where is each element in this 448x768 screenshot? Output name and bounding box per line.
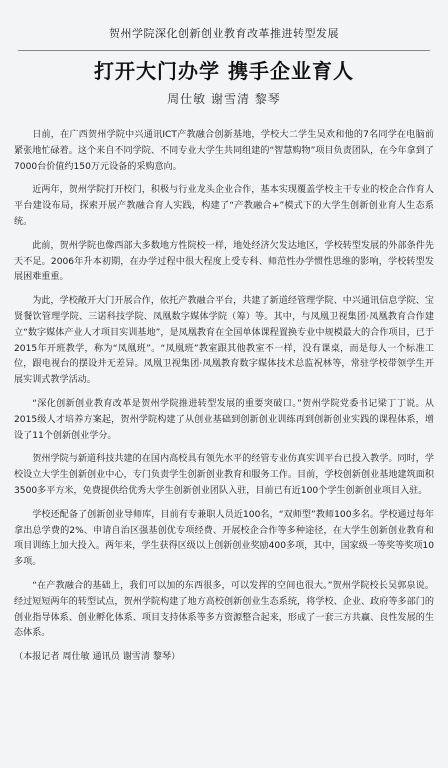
article-headline: 打开大门办学 携手企业育人 (94, 59, 354, 83)
article-paragraph: 学校还配备了创新创业导师库，目前有专兼职人员近100名，“双师型”教师100多名。学校通过每年拿出总学费的2%、申请自治区强基创优专项经费、开展校企合作等多种途径，在大学生创新创业教育和项目训练上加大投入。两年来，学生获得区级以上创新创业奖励400多项，其中，国家级一等奖等奖项10多项。 (14, 509, 434, 568)
article-paragraph: 日前，在广西贺州学院中兴通讯ICT产教融合创新基地，学校大二学生吴欢和他的7名同学在电脑前紧张地忙碌着。这个来自不同学院、不同专业大学生共同组建的“智慧购物”项目负责团队，在今年拿到了7000台价值约150万元设备的采购意向。 (14, 130, 434, 172)
article-body (14, 128, 434, 666)
article-paragraph: “在产教融合的基础上，我们可以加的东西很多，可以发挥的空间也很大。”贺州学院校长吴郭泉说。经过短短两年的转型试点，贺州学院构建了地方高校创新创业生态系统，将学校、企业、政府等多部门的创业指导体系、创业孵化体系、项目支持体系等多方资源整合起来，形成了一套三方共赢、良性发展的生态体系。 (14, 580, 434, 639)
article-byline: 周仕敏 谢雪清 黎琴 (167, 92, 281, 106)
article-paragraph: “深化创新创业教育改革是贺州学院推进转型发展的重要突破口。”贺州学院党委书记梁丁丁说。从2015级人才培养方案起，贺州学院构建了从创业基础到创新创业训练再到创新创业实践的课程体系，增设了11个创新创业学分。 (14, 398, 434, 441)
article-signature: （本报记者 周仕敏 通讯员 谢雪清 黎琴） (14, 652, 181, 663)
header-divider (18, 50, 430, 51)
column-title: 贺州学院深化创新创业教育改革推进转型发展 (109, 27, 339, 40)
article-paragraph: 为此，学校敞开大门开展合作，依托产教融合平台，共建了新道经管理学院、中兴通讯信息学院、宝贤餐饮管理学院、三诺科技学院、凤凰数字媒体学院（筹）等。其中，与凤凰卫视集团·凤凰教育合作建立“数字媒体产业人才项目实训基地”，是凤凰教育在全国单体课程置换专业中规模最大的合作项目，已于2015年开班教学，称为“凤凰班”。“凤凰班”教室跟其他教室不一样，没有课桌，而是每人一个标准工位，跟电视台的摆设并无差异。凤凰卫视集团·凤凰教育数字媒体技术总监祝林等，常驻学校带领学生开展实训式教学活动。 (14, 296, 434, 386)
article-paragraph: 贺州学院与新道科技共建的在国内高校具有领先水平的经管专业仿真实训平台已投入教学。同时，学校设立大学生创新创业中心，专门负责学生创新创业教育和服务工作。目前，学校创新创业基地建筑面积3500多平方米，免费提供给优秀大学生创新创业团队入驻，目前已有近100个学生创新创业项目入驻。 (14, 454, 434, 496)
article-paragraph: 此前，贺州学院也像西部大多数地方性院校一样，地处经济欠发达地区，学校转型发展的外部条件先天不足。2006年升本初期，在办学过程中很大程度上受专科、师范性办学惯性思维的影响，学校转型发展困难重重。 (14, 240, 434, 283)
article-paragraph: 近两年，贺州学院打开校门，积极与行业龙头企业合作，基本实现覆盖学校主干专业的校企合作育人平台建设布局，探索开展产教融合育人实践，构建了“产教融合+”模式下的大学生创新创业育人生态系统。 (14, 185, 434, 227)
